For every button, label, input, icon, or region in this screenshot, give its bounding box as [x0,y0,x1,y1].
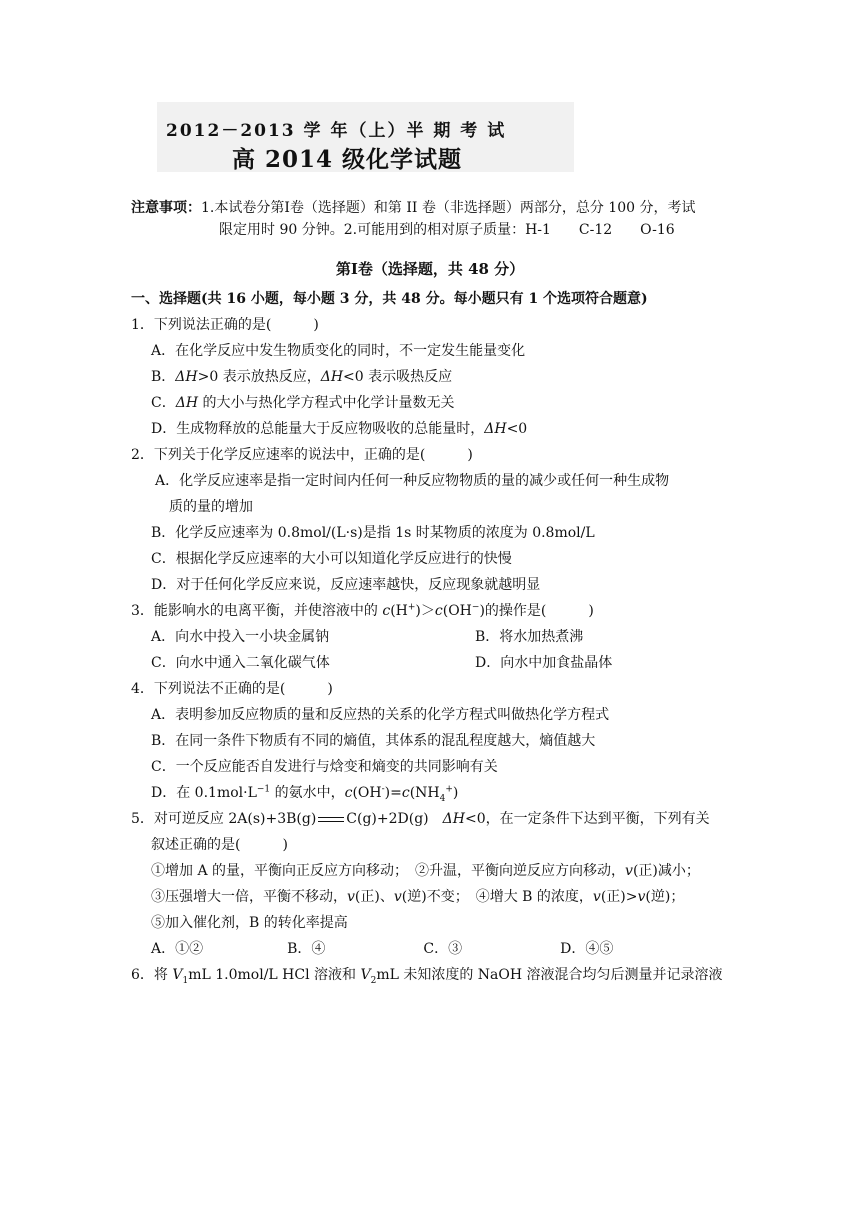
question-1-option-c: C．ΔH 的大小与热化学方程式中化学计量数无关 [151,395,455,411]
question-2-stem: 2．下列关于化学反应速率的说法中，正确的是( ) [131,447,473,463]
notice-label: 注意事项： [131,200,201,216]
question-2-option-a-cont: 质的量的增加 [169,499,253,515]
question-5-statement-5: ⑤加入催化剂，B 的转化率提高 [151,915,348,931]
question-1-stem: 1．下列说法正确的是( ) [131,317,319,333]
question-3-option-c: C．向水中通入二氧化碳气体 [151,655,330,671]
part-heading: 一、选择题(共 16 小题，每小题 3 分，共 48 分。每小题只有 1 个选项符合题意) [131,291,648,307]
question-3-option-b: B．将水加热煮沸 [475,629,584,645]
question-1-option-b: B．ΔH>0 表示放热反应，ΔH<0 表示吸热反应 [151,369,453,385]
equilibrium-arrow-icon [316,814,346,824]
question-4-option-b: B．在同一条件下物质有不同的熵值，其体系的混乱程度越大，熵值越大 [151,733,596,749]
notice-block [131,197,741,241]
question-5-stem-cont: 叙述正确的是( ) [151,837,288,853]
question-6-stem: 6．将 $V_1mL$ 1.0mol/L HCl 溶液和 $V_2mL$ 未知浓度的 NaOH 溶液混合均匀后测量并记录溶液 [131,967,723,986]
question-2-option-b: B．化学反应速率为 0.8mol/(L·s)是指 1s 时某物质的浓度为 0.8mol/L [151,525,595,541]
question-3-stem: 3．能影响水的电离平衡，并使溶液中的 c(H+)＞c(OH−)的操作是( ) [131,602,594,619]
question-5-stem: 5．对可逆反应 2A(s)+3B(g) C(g)+2D(g) ΔH<0，在一定条件下达到平衡，下列有关 [131,811,710,827]
question-2-option-c: C．根据化学反应速率的大小可以知道化学反应进行的快慢 [151,551,512,567]
question-5-statement-1: ①增加 A 的量，平衡向正反应方向移动； ②升温，平衡向逆反应方向移动，v(正)减小； [151,863,700,879]
question-3-option-a: A．向水中投入一小块金属钠 [151,629,330,645]
question-4-option-d: D．在 $0.1mol\cdot L^{-1}$ 的氨水中，$c(OH^-)=c(NH_4^+)$ [151,784,459,804]
question-4-option-c: C．一个反应能否自发进行与焓变和熵变的共同影响有关 [151,759,498,775]
question-4-stem: 4．下列说法不正确的是( ) [131,681,333,697]
exam-title: 2012－2013 学 年（上）半 期 考 试 [166,121,507,141]
section-title: 第Ⅰ卷（选择题，共 48 分） [335,260,525,278]
question-2-option-a: A．化学反应速率是指一定时间内任何一种反应物物质的量的减少或任何一种生成物 [155,473,670,489]
question-1-option-a: A．在化学反应中发生物质变化的同时，不一定发生能量变化 [151,343,526,359]
question-4-option-a: A．表明参加反应物质的量和反应热的关系的化学方程式叫做热化学方程式 [151,707,610,723]
question-5-options: A．①② B．④ C．③ D．④⑤ [151,941,614,957]
question-5-statement-3: ③压强增大一倍，平衡不移动，v(正)、v(逆)不变； ④增大 B 的浓度，v(正)>v(逆)； [151,889,685,905]
notice-line-1: 1.本试卷分第Ⅰ卷（选择题）和第 II 卷（非选择题）两部分，总分 100 分，考试 [201,200,696,216]
notice-line-2: 限定用时 90 分钟。2.可能用到的相对原子质量：H-1 C-12 O-16 [219,222,675,238]
exam-subtitle: 高 2014 级化学试题 [232,146,463,173]
question-1-option-d: D．生成物释放的总能量大于反应物吸收的总能量时，ΔH<0 [151,421,528,437]
question-3-option-d: D．向水中加食盐晶体 [475,655,613,671]
question-2-option-d: D．对于任何化学反应来说，反应速率越快，反应现象就越明显 [151,577,541,593]
